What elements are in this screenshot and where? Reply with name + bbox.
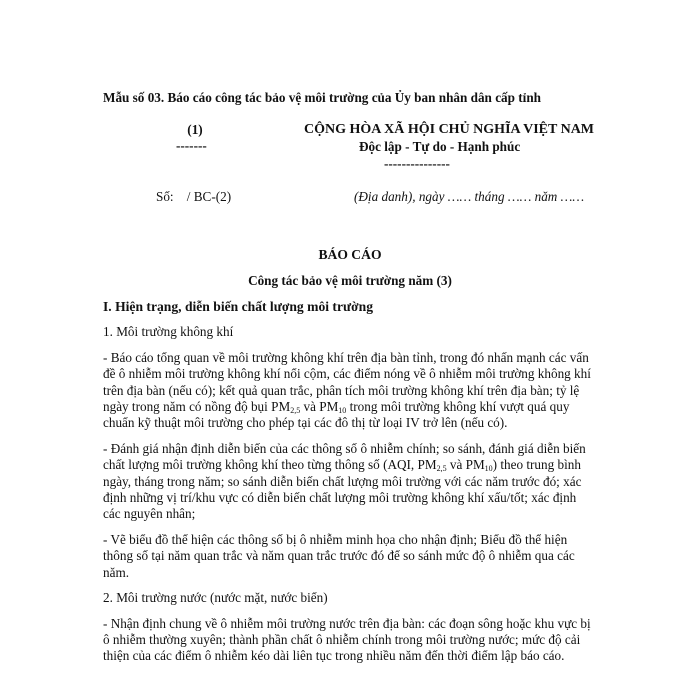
report-title: BÁO CÁO	[318, 247, 382, 262]
form-title: Mẫu số 03. Báo cáo công tác bảo vệ môi trường của Ủy ban nhân dân cấp tỉnh	[103, 90, 541, 105]
doc-no-value: / BC-(2)	[186, 189, 232, 204]
paragraph-air-overview: - Báo cáo tổng quan về môi trường không khí trên địa bàn tỉnh, trong đó nhấn mạnh các vấn đề ô nhiễm môi trường không khí nổi cộm, các điểm nóng về ô nhiễm môi trường không khí trên địa bàn (nếu có); kết quả quan trắc, phân tích môi trường không khí trên địa bàn; tỷ lệ ngày trong năm có nồng độ bụi $PM_{2,5}$ và $PM_{10}$ trong môi trường không khí vượt quá quy chuẩn kỹ thuật môi trường cho phép tại các đô thị từ loại IV trở lên (nếu có).	[103, 349, 591, 431]
report-subtitle: Công tác bảo vệ môi trường năm (3)	[248, 273, 452, 288]
paragraph-air-assessment: - Đánh giá nhận định diễn biến của các thông số ô nhiễm chính; so sánh, đánh giá diễn biến chất lượng môi trường không khí theo từng thông số (AQI, $PM_{2,5}$ và $PM_{10}$) theo trung bình ngày, tháng trong năm; so sánh diễn biến chất lượng môi trường với các năm trước đó; xác định những vị trí/khu vực có diễn biến chất lượng môi trường không khí xấu/tốt; xác định các nguyên nhân;	[103, 440, 586, 522]
section-heading: I. Hiện trạng, diễn biến chất lượng môi trường	[103, 299, 374, 314]
report-body	[103, 299, 595, 674]
motto: Độc lập - Tự do - Hạnh phúc	[359, 139, 521, 154]
org-code: (1)	[187, 122, 203, 137]
document-number	[156, 189, 231, 205]
paragraph-air-charts: - Vẽ biểu đồ thể hiện các thông số bị ô nhiễm minh họa cho nhận định; Biểu đồ thể hiện thông số tại năm quan trắc và năm quan trắc trước đó để so sánh mức độ ô nhiễm qua các năm.	[103, 531, 575, 580]
subsection-heading-water: 2. Môi trường nước (nước mặt, nước biển)	[103, 590, 328, 606]
motto-rule: ---------------	[384, 156, 450, 171]
subsection-heading-air: 1. Môi trường không khí	[103, 324, 234, 340]
org-rule: -------	[176, 138, 207, 153]
doc-no-label: Số:	[156, 189, 174, 204]
place-date: (Địa danh), ngày …… tháng …… năm ……	[354, 189, 585, 204]
nation-heading: CỘNG HÒA XÃ HỘI CHỦ NGHĨA VIỆT NAM	[304, 122, 595, 137]
paragraph-water-overview: - Nhận định chung về ô nhiễm môi trường nước trên địa bàn: các đoạn sông hoặc khu vực bị ô nhiễm thường xuyên; thành phần chất ô nhiễm chính trong môi trường nước; mức độ cải thiện của các điểm ô nhiễm kéo dài liên tục trong nhiều năm đến thời điểm lập báo cáo.	[103, 615, 591, 664]
